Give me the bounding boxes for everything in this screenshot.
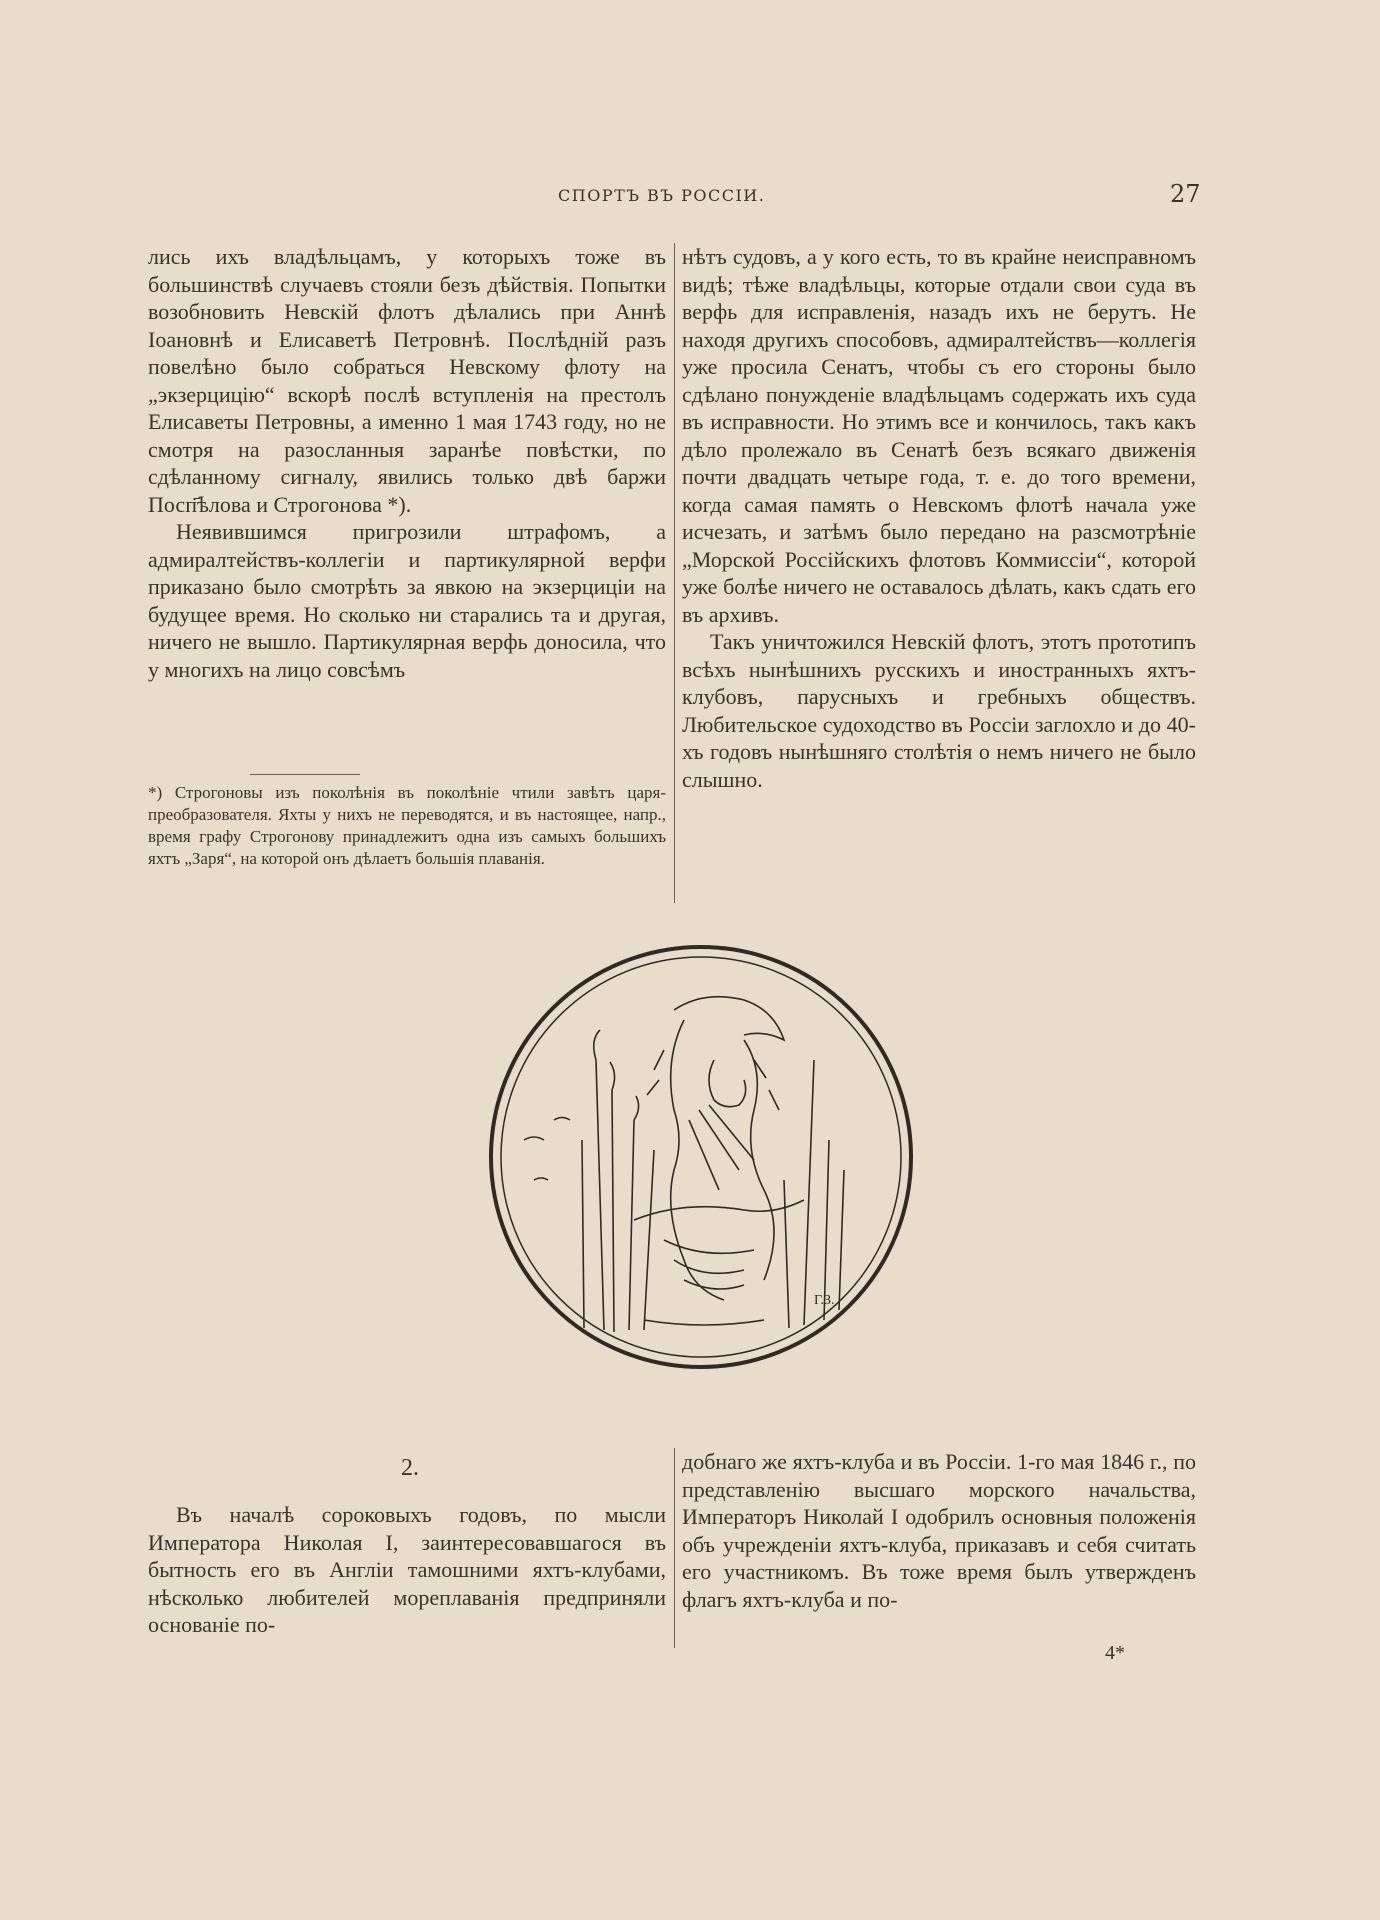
top-right-column [682,243,1196,793]
page-number: 27 [1170,180,1201,208]
reeds-and-figure-icon [524,997,844,1332]
running-head: СПОРТЪ ВЪ РОССІИ. [558,186,766,205]
paragraph: Такъ уничтожился Невскій флотъ, этотъ прототипъ всѣхъ нынѣшнихъ русскихъ и иностранныхъ яхтъ-клубовъ, парусныхъ и гребныхъ обществъ. Любительское судоходство въ Россіи заглохло и до 40-хъ годовъ нынѣшняго столѣтія о немъ ничего не было слышно. [682,629,1196,792]
medallion-outer-ring [491,947,911,1367]
medallion-inner-ring [501,957,901,1357]
column-rule [674,243,675,903]
top-left-column [148,243,666,683]
signature-mark: 4* [1105,1642,1125,1664]
paragraph: нѣтъ судовъ, а у кого есть, то въ крайне неисправномъ видѣ; тѣже владѣльцы, которые отдали свои суда въ верфь для исправленія, назадъ ихъ не берутъ. Не находя другихъ способовъ, адмиралтействъ—коллегія уже просила Сенатъ, чтобы съ его стороны было сдѣлано понужденіе владѣльцамъ содержать ихъ суда въ исправности. Но этимъ все и кончилось, такъ какъ дѣло пролежало въ Сенатѣ безъ всякаго движенія почти двадцать четыре года, т. е. до того времени, когда самая память о Невскомъ флотѣ начала уже исчезать, и затѣмъ было передано на разсмотрѣніе „Морской Россійскихъ флотовъ Коммиссіи“, которой уже болѣе ничего не оставалось дѣлать, какъ сдать его въ архивъ. [682,244,1196,627]
footnote: *) Строгоновы изъ поколѣнія въ поколѣніе чтили завѣтъ царя-преобразователя. Яхты у нихъ не переводятся, и въ настоящее, напр., время графу Строгонову принадлежитъ одна изъ самыхъ большихъ яхтъ „Заря“, на которой онъ дѣлаетъ большія плаванія. [148,783,666,868]
footnote-rule [250,774,360,775]
paragraph: лись ихъ владѣльцамъ, у которыхъ тоже въ большинствѣ случаевъ стояли безъ дѣйствія. Попытки возобновить Невскій флотъ дѣлались при Аннѣ Іоановнѣ и Елисаветѣ Петровнѣ. Послѣдній разъ повелѣно было собраться Невскому флоту на „экзерцицію“ вскорѣ послѣ вступленія на престолъ Елисаветы Петровны, а именно 1 мая 1743 году, но не смотря на разосланныя заранѣе повѣстки, по сдѣланному сигналу, явились только двѣ баржи Посп҃ѣлова и Строгонова *). [148,244,666,517]
paragraph: добнаго же яхтъ-клуба и въ Россіи. 1-го мая 1846 г., по представленію высшаго морского начальства, Императоръ Николай I одобрилъ основныя положенія объ учрежденіи яхтъ-клуба, приказавъ и себя считать его участникомъ. Въ тоже время былъ утвержденъ флагъ яхтъ-клуба и по- [682,1449,1196,1612]
bottom-left-column [148,1448,666,1639]
paragraph: Въ началѣ сороковыхъ годовъ, по мысли Императора Николая I, заинтересовавшагося въ бытность его въ Англіи тамошними яхтъ-клубами, нѣсколько любителей мореплаванія предприняли основаніе по- [148,1502,666,1637]
column-rule [674,1448,675,1648]
engraving-illustration [484,940,918,1374]
illustration-monogram: Г.З. [814,1293,835,1308]
bottom-right-column [682,1448,1196,1613]
section-number: 2. [401,1455,419,1481]
paragraph: Неявившимся пригрозили штрафомъ, а адмиралтействъ-коллегіи и партикулярной верфи приказано было смотрѣть за явкою на экзерциціи на будущее время. Но сколько ни старались та и другая, ничего не вышло. Партикулярная верфь доносила, что у многихъ на лицо совсѣмъ [148,519,666,682]
